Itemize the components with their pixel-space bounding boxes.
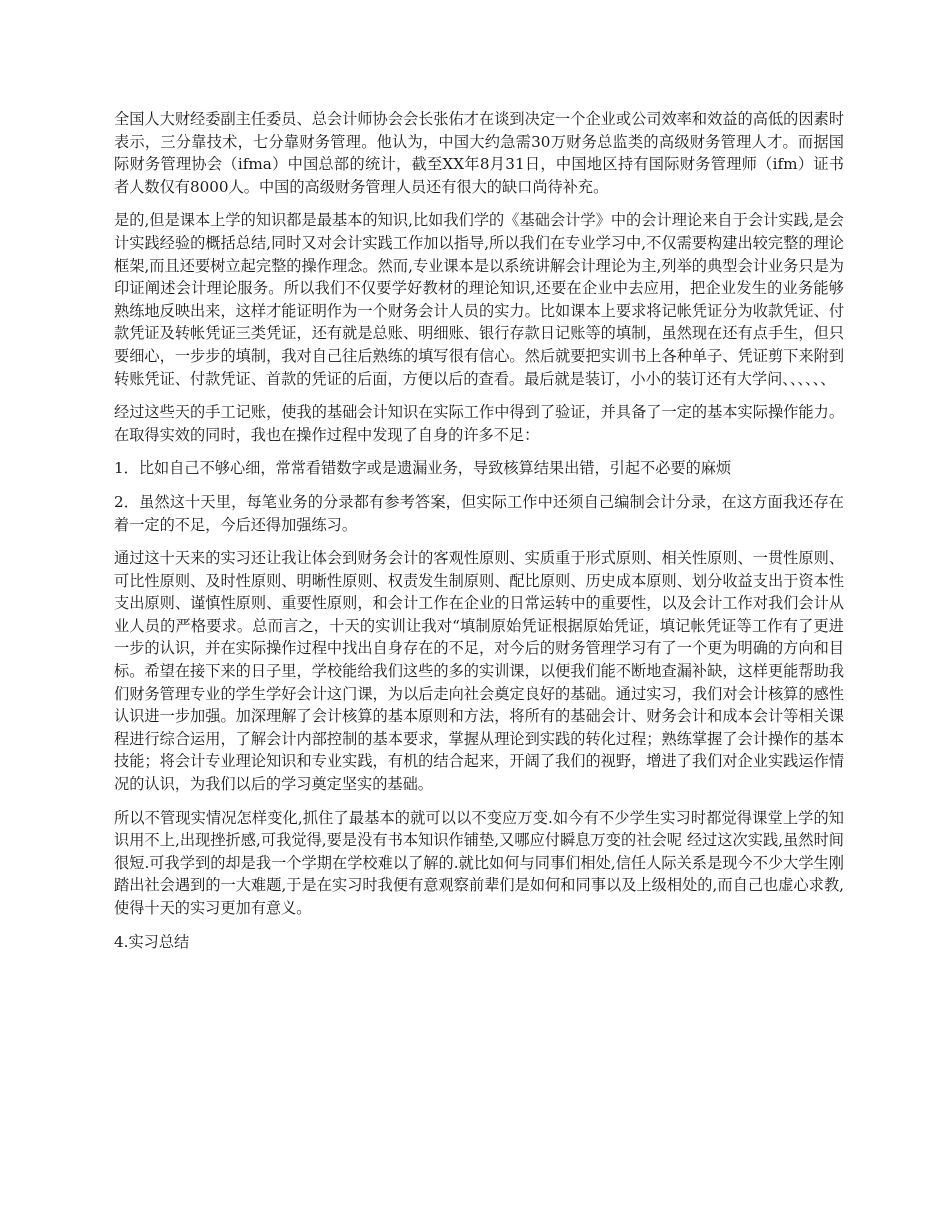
paragraph-manual-bookkeeping: 经过这些天的手工记账，使我的基础会计知识在实际工作中得到了验证，并具备了一定的基本实际操作能力。在取得实效的同时，我也在操作过程中发现了自身的许多不足：: [114, 403, 844, 444]
section-heading-summary: 4.实习总结: [114, 932, 190, 951]
paragraph-accounting-principles: 通过这十天来的实习还让我让体会到财务会计的客观性原则、实质重于形式原则、相关性原则、一贯性原则、可比性原则、及时性原则、明晰性原则、权责发生制原则、配比原则、历史成本原则、划分收益支出于资本性支出原则、谨慎性原则、重要性原则，和会计工作在企业的日常运转中的重要性，以及会计工作对我们会计从业人员的严格要求。总而言之，十天的实训让我对“填制原始凭证根据原始凭证，填记帐凭证等工作有了更进一步的认识，并在实际操作过程中找出自身存在的不足，对今后的财务管理学习有了一个更为明确的方向和目标。希望在接下来的日子里，学校能给我们这些的多的实训课，以便我们能不断地查漏补缺，这样更能帮助我们财务管理专业的学生学好会计这门课，为以后走向社会奠定良好的基础。通过实习，我们对会计核算的感性认识进一步加强。加深理解了会计核算的基本原则和方法，将所有的基础会计、财务会计和成本会计等相关课程进行综合运用，了解会计内部控制的基本要求，掌握从理论到实践的转化过程；熟练掌握了会计操作的基本技能；将会计专业理论知识和专业实践，有机的结合起来，开阔了我们的视野，增进了我们对企业实践运作情况的认识，为我们以后的学习奠定坚实的基础。: [114, 549, 844, 794]
document-body: [114, 108, 844, 964]
paragraph-textbook-knowledge: 是的,但是课本上学的知识都是最基本的知识,比如我们学的《基础会计学》中的会计理论来自于会计实践,是会计实践经验的概括总结,同时又对会计实践工作加以指导,所以我们在专业学习中,不仅需要构建出较完整的理论框架,而且还要树立起完整的操作理念。然而,专业课本是以系统讲解会计理论为主,列举的典型会计业务只是为印证阐述会计理论服务。所以我们不仅要学好教材的理论知识,还要在企业中去应用，把企业发生的业务能够熟练地反映出来，这样才能证明作为一个财务会计人员的实力。比如课本上要求将记帐凭证分为收款凭证、付款凭证及转帐凭证三类凭证，还有就是总账、明细账、银行存款日记账等的填制，虽然现在还有点手生，但只要细心，一步步的填制，我对自己往后熟练的填写很有信心。然后就要把实训书上各种单子、凭证剪下来附到转账凭证、付款凭证、首款的凭证的后面，方便以后的查看。最后就是装订，小小的装订还有大学问、、、、、、: [114, 211, 844, 388]
paragraph-conclusion: 所以不管现实情况怎样变化,抓住了最基本的就可以以不变应万变.如今有不少学生实习时都觉得课堂上学的知识用不上,出现挫折感,可我觉得,要是没有书本知识作铺垫,又哪应付瞬息万变的社会呢 经过这次实践,虽然时间很短.可我学到的却是我一个学期在学校难以了解的.就比如何与同事们相处,信任人际关系是现今不少大学生刚踏出社会遇到的一大难题,于是在实习时我便有意观察前辈们是如何和同事以及上级相处的,而自己也虚心求教,使得十天的实习更加有意义。: [114, 808, 844, 917]
paragraph-shortcoming-2: 2．虽然这十天里，每笔业务的分录都有参考答案，但实际工作中还须自己编制会计分录，在这方面我还存在着一定的不足，今后还得加强练习。: [114, 492, 844, 534]
paragraph-intro: 全国人大财经委副主任委员、总会计师协会会长张佑才在谈到决定一个企业或公司效率和效益的高低的因素时表示，三分靠技术，七分靠财务管理。他认为，中国大约急需30万财务总监类的高级财务管理人才。而据国际财务管理协会（ifma）中国总部的统计，截至XX年8月31日，中国地区持有国际财务管理师（ifm）证书者人数仅有8000人。中国的高级财务管理人员还有很大的缺口尚待补充。: [114, 110, 844, 196]
paragraph-shortcoming-1: 1．比如自己不够心细，常常看错数字或是遗漏业务，导致核算结果出错，引起不必要的麻烦: [114, 459, 732, 478]
